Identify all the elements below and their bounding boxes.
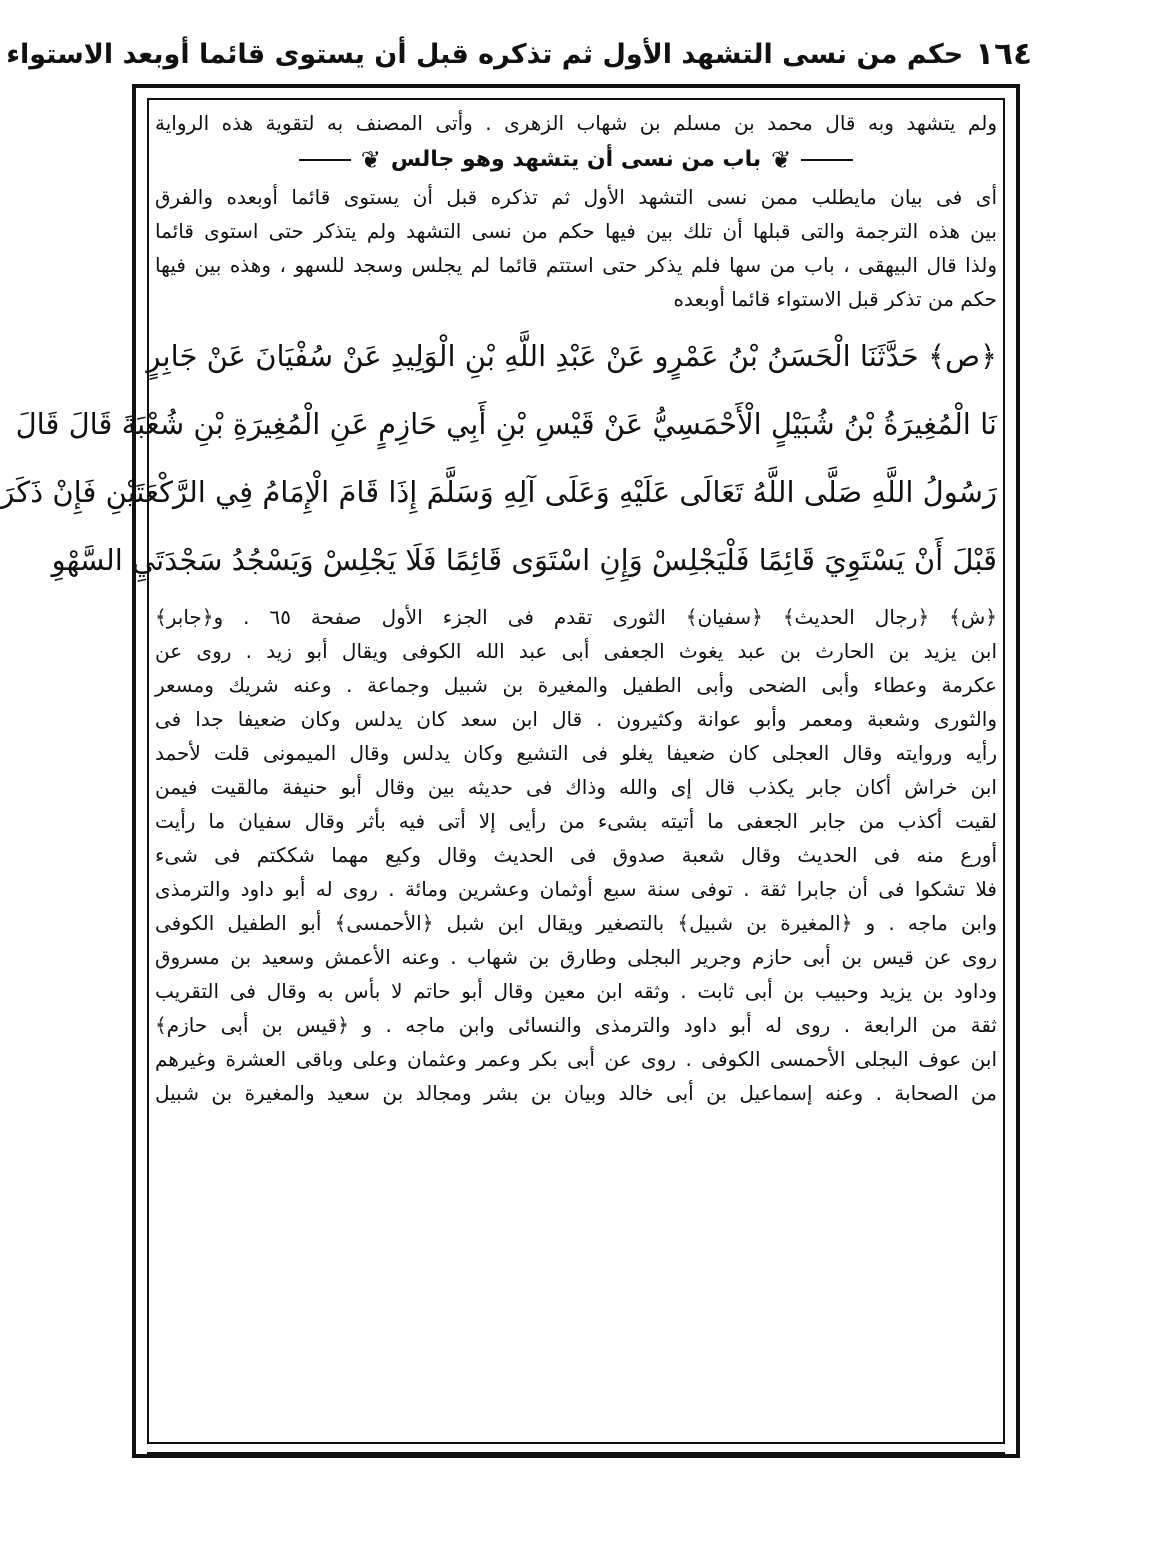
text-line: لقيت أكذب من جابر الجعفى ما أتيته بشىء من رأيى إلا أتى فيه بأثر وقال سفيان ما رأيت <box>155 809 997 833</box>
hadith-line: قَبْلَ أَنْ يَسْتَوِيَ قَائِمًا فَلْيَجْلِسْ وَإِنِ اسْتَوَى قَائِمًا فَلَا يَجْلِسْ وَيَسْجُدُ سَجْدَتَيِ السَّهْوِ <box>51 543 997 577</box>
chapter-title: باب من نسى أن يتشهد وهو جالس <box>390 147 762 172</box>
text-line: أورع منه فى الحديث وقال شعبة صدوق فى الحديث وقال وكيع مهما شككتم فى شىء <box>155 843 997 867</box>
text-line: ثقة من الرابعة . روى له أبو داود والترمذى والنسائى وابن ماجه . و ﴿قيس بن أبى حازم﴾ <box>155 1013 997 1037</box>
ornament-icon: ❦ <box>360 146 381 174</box>
text-line: أى فى بيان مايطلب ممن نسى التشهد الأول ثم تذكره قبل أن يستوى قائما أوبعده والفرق <box>155 185 997 209</box>
text-line: ابن عوف البجلى الأحمسى الكوفى . روى عن أبى بكر وعمر وعثمان وعلى وباقى العشرة وغيرهم <box>155 1047 997 1071</box>
text-line: فلا تشكوا فى أن جابرا ثقة . توفى سنة سبع أوثمان وعشرين ومائة . روى له أبو داود والترمذى <box>155 877 997 901</box>
page-body <box>0 106 997 1436</box>
text-line: ولم يتشهد وبه قال محمد بن مسلم بن شهاب الزهرى . وأتى المصنف به لتقوية هذه الرواية <box>155 111 997 135</box>
text-line: حكم من تذكر قبل الاستواء قائما أوبعده <box>673 287 997 311</box>
text-line: والثورى وشعبة ومعمر وأبو عوانة وكثيرون . قال ابن سعد كان يدلس وكان ضعيفا جدا فى <box>155 707 997 731</box>
text-line: وابن ماجه . و ﴿المغيرة بن شبيل﴾ بالتصغير ويقال ابن شبل ﴿الأحمسى﴾ أبو الطفيل الكوفى <box>155 911 997 935</box>
text-line: وداود بن يزيد وحبيب بن أبى ثابت . وثقه ابن معين وقال أبو حاتم لا بأس به وقال فى التقريب <box>155 979 997 1003</box>
text-line: عكرمة وعطاء وأبى الضحى وأبى الطفيل والمغيرة بن شبيل وجماعة . وعنه شريك ومسعر <box>155 673 997 697</box>
chapter-heading <box>155 140 997 180</box>
heading-rule <box>801 159 853 161</box>
bottom-rule <box>147 1452 1005 1454</box>
text-line: بين هذه الترجمة والتى قبلها أن تلك بين فيها حكم من نسى التشهد ولم يتذكر حتى استوى قائما <box>155 219 997 243</box>
text-line: من الصحابة . وعنه إسماعيل بن أبى خالد وبيان بن بشر ومجالد بن سعيد والمغيرة بن شبيل <box>155 1081 997 1105</box>
page-title: حكم من نسى التشهد الأول ثم تذكره قبل أن يستوى قائما أوبعد الاستواء <box>6 38 964 70</box>
text-line: ﴿ش﴾ ﴿رجال الحديث﴾ ﴿سفيان﴾ الثورى تقدم فى الجزء الأول صفحة ٦٥ . و﴿جابر﴾ <box>155 605 997 629</box>
text-line: ابن يزيد بن الحارث بن عبد يغوث الجعفى أبى عبد الله الكوفى ويقال أبو زيد . روى عن <box>155 639 997 663</box>
text-line: روى عن قيس بن أبى حازم وجرير البجلى وطارق بن شهاب . وعنه الأعمش وسعيد بن مسروق <box>155 945 997 969</box>
hadith-line: نَا الْمُغِيرَةُ بْنُ شُبَيْلٍ الْأَحْمَسِيُّ عَنْ قَيْسِ بْنِ أَبِي حَازِمٍ عَنِ الْمُغِيرَةِ بْنِ شُعْبَةَ قَالَ قَالَ <box>15 407 997 441</box>
heading-rule <box>299 159 351 161</box>
running-header <box>6 28 1032 80</box>
ornament-icon: ❦ <box>771 146 792 174</box>
page-number: ١٦٤ <box>975 36 1032 72</box>
hadith-line: ﴿ص﴾ حَدَّثَنَا الْحَسَنُ بْنُ عَمْرٍو عَنْ عَبْدِ اللَّهِ بْنِ الْوَلِيدِ عَنْ سُفْيَانَ عَنْ جَابِرٍ <box>146 339 997 373</box>
text-line: ولذا قال البيهقى ، باب من سها فلم يذكر حتى استتم قائما لم يجلس وسجد للسهو ، وهذه بين فيها <box>155 253 997 277</box>
text-line: ابن خراش أكان جابر يكذب قال إى والله وذاك فى حديثه بين وقال أبو حنيفة مالقيت فيمن <box>155 775 997 799</box>
hadith-line: رَسُولُ اللَّهِ صَلَّى اللَّهُ تَعَالَى عَلَيْهِ وَعَلَى آلِهِ وَسَلَّمَ إِذَا قَامَ الْإِمَامُ فِي الرَّكْعَتَيْنِ فَإِنْ ذَكَرَ <box>0 475 997 509</box>
text-line: رأيه وروايته وقال العجلى كان ضعيفا يغلو فى التشيع وكان يدلس وقال الميمونى قلت لأحمد <box>155 741 997 765</box>
